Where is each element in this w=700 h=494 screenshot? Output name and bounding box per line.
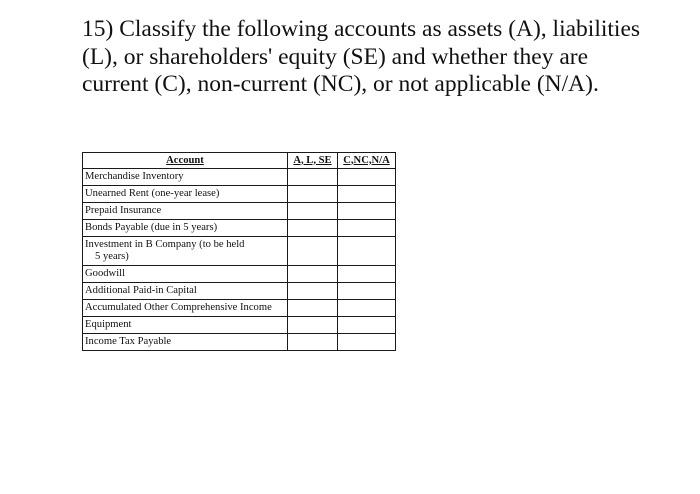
table-row — [83, 334, 396, 351]
term-answer-cell[interactable] — [338, 334, 396, 351]
account-name: Investment in B Company (to be held — [85, 239, 245, 250]
account-name: Unearned Rent (one-year lease) — [83, 186, 288, 203]
question-text: 15) Classify the following accounts as assets (A), liabilities (L), or shareholders' equity (SE) and whether they are current (C), non-current (NC), or not applicable (N/A). — [82, 16, 641, 97]
type-answer-cell[interactable] — [288, 300, 338, 317]
account-name: Additional Paid-in Capital — [83, 283, 288, 300]
term-answer-cell[interactable] — [338, 169, 396, 186]
type-answer-cell[interactable] — [288, 220, 338, 237]
term-answer-cell[interactable] — [338, 283, 396, 300]
type-answer-cell[interactable] — [288, 266, 338, 283]
account-name: Bonds Payable (due in 5 years) — [83, 220, 288, 237]
account-name: Equipment — [83, 317, 288, 334]
table-row — [83, 283, 396, 300]
term-answer-cell[interactable] — [338, 300, 396, 317]
term-answer-cell[interactable] — [338, 186, 396, 203]
account-name-cell — [83, 237, 288, 266]
type-answer-cell[interactable] — [288, 237, 338, 266]
header-account: Account — [83, 153, 288, 169]
table-row — [83, 266, 396, 283]
table-row — [83, 317, 396, 334]
table-header-row — [83, 153, 396, 169]
header-term: C,NC,N/A — [338, 153, 396, 169]
term-answer-cell[interactable] — [338, 266, 396, 283]
term-answer-cell[interactable] — [338, 237, 396, 266]
account-name: Merchandise Inventory — [83, 169, 288, 186]
table-row — [83, 186, 396, 203]
account-name: Income Tax Payable — [83, 334, 288, 351]
term-answer-cell[interactable] — [338, 203, 396, 220]
table-row — [83, 169, 396, 186]
account-name: Goodwill — [83, 266, 288, 283]
term-answer-cell[interactable] — [338, 220, 396, 237]
table-row — [83, 220, 396, 237]
type-answer-cell[interactable] — [288, 283, 338, 300]
account-name: Accumulated Other Comprehensive Income — [83, 300, 288, 317]
type-answer-cell[interactable] — [288, 203, 338, 220]
type-answer-cell[interactable] — [288, 186, 338, 203]
table-row — [83, 203, 396, 220]
type-answer-cell[interactable] — [288, 334, 338, 351]
header-type: A, L, SE — [288, 153, 338, 169]
table-row — [83, 237, 396, 266]
account-name-continued: 5 years) — [95, 251, 129, 262]
classification-table — [82, 152, 396, 351]
type-answer-cell[interactable] — [288, 169, 338, 186]
account-name: Prepaid Insurance — [83, 203, 288, 220]
type-answer-cell[interactable] — [288, 317, 338, 334]
term-answer-cell[interactable] — [338, 317, 396, 334]
table-row — [83, 300, 396, 317]
